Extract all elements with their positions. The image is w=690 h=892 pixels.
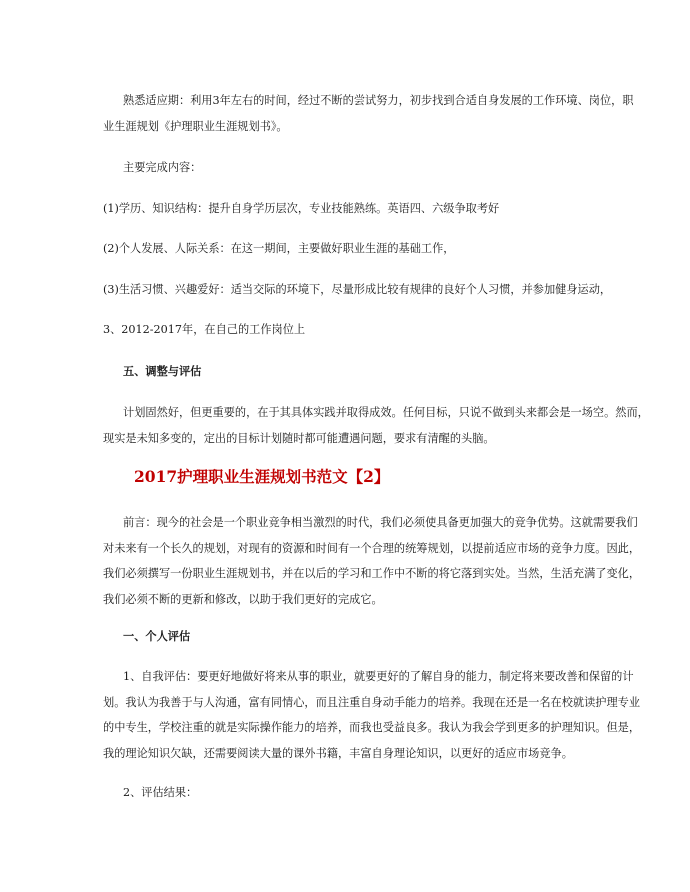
text-line: 熟悉适应期：利用3年左右的时间，经过不断的尝试努力，初步找到合适自身发展的工作环境、岗位，职 bbox=[123, 94, 634, 107]
list-item-life-habits: (3)生活习惯、兴趣爱好：适当交际的环境下，尽量形成比较有规律的良好个人习惯，并参加健身运动， bbox=[103, 283, 612, 296]
text-line: 现实是未知多变的，定出的目标计划随时都可能遭遇问题，要求有清醒的头脑。 bbox=[103, 431, 495, 445]
section-heading-adjust-evaluate: 五、调整与评估 bbox=[123, 364, 202, 378]
evaluation-result-label: 2、评估结果： bbox=[123, 786, 198, 799]
list-item-period-3: 3、2012-2017年，在自己的工作岗位上 bbox=[103, 323, 306, 336]
list-item-education: (1)学历、知识结构：提升自身学历层次，专业技能熟练。英语四、六级争取考好 bbox=[103, 202, 500, 215]
paragraph-plan bbox=[103, 400, 649, 451]
text-line: 我们必须不断的更新和修改，以助于我们更好的完成它。 bbox=[103, 592, 383, 606]
text-line: 的中专生，学校注重的就是实际操作能力的培养，而我也受益良多。我认为我会学到更多的护理知识。但是， bbox=[103, 721, 641, 734]
text-line: 对未来有一个长久的规划，对现有的资源和时间有一个合理的统筹规划，以提前适应市场的竞争力度。因此， bbox=[103, 541, 641, 555]
text-line: 划。我认为我善于与人沟通，富有同情心，而且注重自身动手能力的培养。我现在还是一名在校就读护理专业 bbox=[103, 695, 641, 709]
section-heading-personal-assessment: 一、个人评估 bbox=[123, 629, 191, 643]
text-line: 我们必须撰写一份职业生涯规划书，并在以后的学习和工作中不断的将它落到实处。当然，生活充满了变化， bbox=[103, 567, 641, 580]
paragraph-preface bbox=[103, 510, 641, 612]
paragraph-adaptation-period bbox=[103, 88, 634, 139]
text-line: 业生涯规划《护理职业生涯规划书》。 bbox=[103, 119, 288, 133]
text-line: 我的理论知识欠缺，还需要阅读大量的课外书籍，丰富自身理论知识，以更好的适应市场竞争。 bbox=[103, 746, 573, 760]
main-content-label: 主要完成内容： bbox=[123, 161, 202, 174]
text-line: 前言：现今的社会是一个职业竞争相当激烈的时代，我们必须使具备更加强大的竞争优势。这就需要我们 bbox=[123, 516, 638, 529]
text-line: 1、自我评估：要更好地做好将来从事的职业，就要更好的了解自身的能力，制定将来要改善和保留的计 bbox=[123, 670, 634, 683]
text-line: 计划固然好，但更重要的，在于其具体实践并取得成效。任何目标，只说不做到头来都会是一场空。然而， bbox=[123, 406, 649, 419]
paragraph-self-evaluation bbox=[103, 664, 641, 766]
article-title: 2017护理职业生涯规划书范文【2】 bbox=[134, 467, 390, 486]
list-item-personal-development: (2)个人发展、人际关系：在这一期间，主要做好职业生涯的基础工作， bbox=[103, 242, 455, 255]
